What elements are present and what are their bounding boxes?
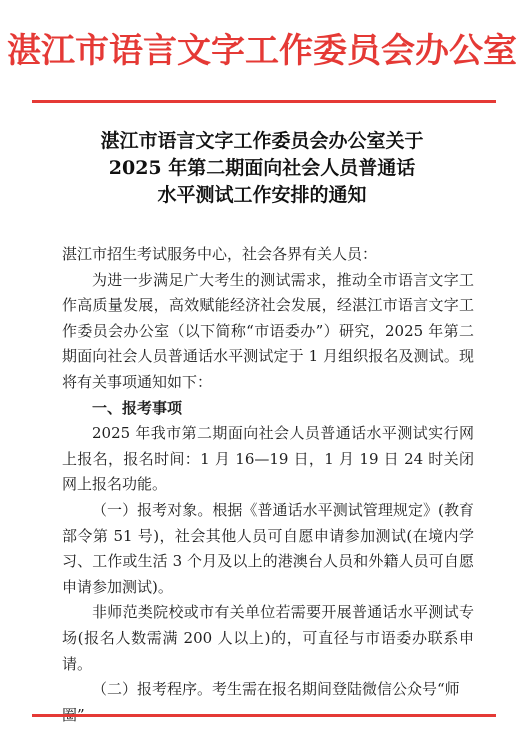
notice-title-line-3: 水平测试工作安排的通知 [157, 184, 367, 206]
section-1-paragraph: 2025 年我市第二期面向社会人员普通话水平测试实行网上报名，报名时间：1 月 16—19 日，1 月 19 日 24 时关闭网上报名功能。 [62, 424, 474, 494]
letterhead-org-name: 湛江市语言文字工作委员会办公室 [7, 31, 517, 71]
footer-red-rule [32, 714, 496, 717]
intro-paragraph: 为进一步满足广大考生的测试需求，推动全市语言文字工作高质量发展，高效赋能经济社会发展，经湛江市语言文字工作委员会办公室（以下简称“市语委办”）研究，2025 年第二期面向社会人员普通话水平测试定于 1 月组织报名及测试。现将有关事项通知如下： [62, 270, 475, 391]
notice-title-line-2: 2025 年第二期面向社会人员普通话 [108, 157, 416, 179]
notice-title-line-1: 湛江市语言文字工作委员会办公室关于 [100, 130, 424, 152]
procedure-paragraph: （二）报考程序。考生需在报名期间登陆微信公众号“师 [92, 680, 460, 699]
section-1-heading: 一、报考事项 [92, 398, 183, 417]
notice-title [40, 128, 484, 209]
special-session-paragraph: 非师范类院校或市有关单位若需要开展普通话水平测试专场(报名人数需满 200 人以上)的，可直径与市语委办联系申请。 [62, 603, 474, 673]
eligibility-paragraph: （一）报考对象。根据《普通话水平测试管理规定》(教育部令第 51 号)，社会其他人员可自愿申请参加测试(在境内学习、工作或生活 3 个月及以上的港澳台人员和外籍人员可自愿申请参加测试)。 [62, 500, 474, 596]
notice-body [62, 242, 474, 728]
letterhead-red-rule [32, 100, 496, 103]
salutation: 湛江市招生考试服务中心，社会各界有关人员： [62, 245, 378, 263]
